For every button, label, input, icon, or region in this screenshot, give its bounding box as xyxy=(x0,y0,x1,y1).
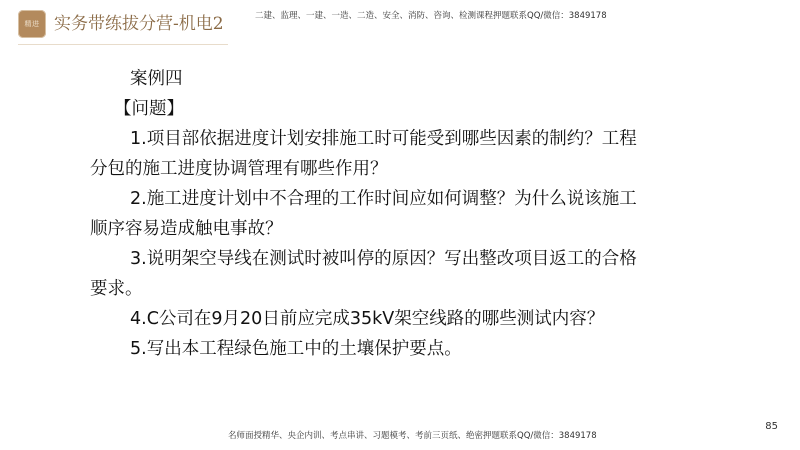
slide-content xyxy=(90,64,650,364)
brand-logo xyxy=(18,10,46,38)
question-1-line-2: 分包的施工进度协调管理有哪些作用？ xyxy=(90,159,388,179)
course-title: 实务带练拔分营-机电2 xyxy=(54,14,224,34)
case-title: 案例四 xyxy=(130,69,183,89)
header-divider xyxy=(18,44,228,45)
question-2-line-2: 顺序容易造成触电事故？ xyxy=(90,219,283,239)
section-title: 【问题】 xyxy=(114,99,184,119)
question-4-line-1: 4.C公司在9月20日前应完成35kV架空线路的哪些测试内容？ xyxy=(130,309,605,329)
question-3-line-1: 3.说明架空导线在测试时被叫停的原因？写出整改项目返工的合格 xyxy=(130,249,637,269)
header-promo-text: 二建、监理、一建、一造、二造、安全、消防、咨询、检测课程押题联系QQ/微信：3849178 xyxy=(255,11,607,21)
question-5-line-1: 5.写出本工程绿色施工中的土壤保护要点。 xyxy=(130,339,462,359)
question-3-line-2: 要求。 xyxy=(90,279,143,299)
question-2-line-1: 2.施工进度计划中不合理的工作时间应如何调整？为什么说该施工 xyxy=(130,189,637,209)
page-number: 85 xyxy=(765,421,778,432)
question-1-line-1: 1.项目部依据进度计划安排施工时可能受到哪些因素的制约？工程 xyxy=(130,129,637,149)
footer-promo-text: 名师面授精华、央企内训、考点串讲、习题模考、考前三页纸、绝密押题联系QQ/微信：3849178 xyxy=(228,431,597,441)
logo-text: 精进 xyxy=(24,19,40,28)
